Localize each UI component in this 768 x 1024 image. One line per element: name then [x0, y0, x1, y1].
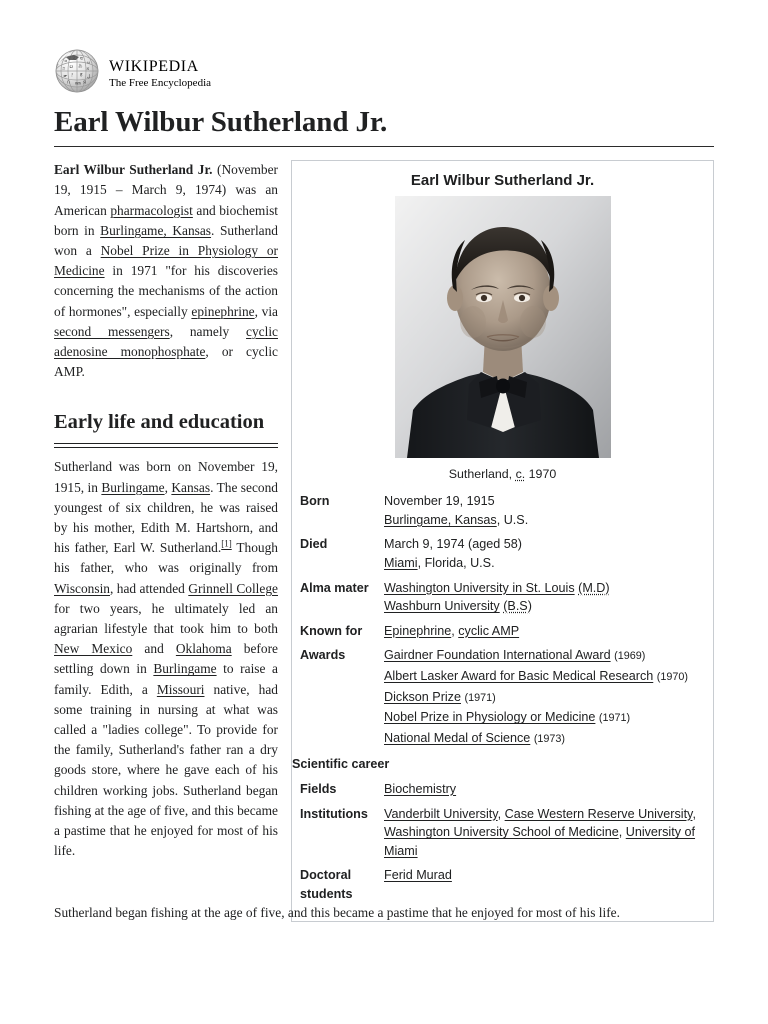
infobox-label-alma-mater: Alma mater	[300, 580, 369, 595]
early-life-paragraph	[54, 457, 278, 861]
known-for-separator: ,	[451, 623, 459, 638]
infobox-row-career-header	[292, 752, 713, 777]
link-case-western[interactable]: Case Western Reserve University	[504, 806, 693, 821]
born-date: November 19, 1915	[384, 494, 495, 509]
link-died-place[interactable]: Miami	[384, 556, 418, 570]
wikipedia-wordmark[interactable]	[109, 50, 212, 90]
link-washburn-university[interactable]: Washburn University	[384, 599, 500, 614]
wikipedia-globe-icon[interactable]	[54, 48, 100, 94]
infobox-label-awards: Awards	[300, 648, 346, 663]
born-place	[384, 511, 705, 530]
alma-mater-1	[384, 579, 705, 598]
wordmark-tagline: The Free Encyclopedia	[109, 77, 212, 90]
caption-year: 1970	[525, 467, 557, 482]
p-text-7: and	[132, 641, 176, 657]
article-bottom-line: Sutherland began fishing at the age of five, and this became a pastime that he enjoyed for most of his life.	[54, 905, 620, 920]
link-award-national-medal[interactable]: National Medal of Science	[384, 730, 531, 745]
p-text-8: before settling down in	[54, 641, 278, 677]
infobox-image-caption	[292, 461, 713, 489]
lead-dates: (November 19, 1915 – March 9, 1974)	[54, 162, 278, 198]
infobox-label-doctoral-students: Doctoral students	[300, 868, 353, 901]
lead-text-5: , via	[254, 303, 279, 319]
link-vanderbilt[interactable]: Vanderbilt University	[384, 806, 498, 821]
infobox-label-fields: Fields	[300, 781, 337, 796]
award-item	[384, 646, 705, 667]
p-text-6: for two years, he ultimately led an agrarian lifestyle that took him to both	[54, 600, 278, 636]
reference-link-1[interactable]: [1]	[221, 538, 232, 549]
wordmark-title: wikipedia	[109, 50, 199, 76]
svg-text:ก: ก	[67, 79, 70, 85]
degree-bs: (B.S)	[503, 599, 532, 614]
title-divider	[54, 146, 714, 147]
svg-text:ת: ת	[62, 66, 66, 71]
svg-text:ह: ह	[80, 72, 83, 77]
died-place-suffix: , Florida, U.S.	[417, 556, 495, 570]
svg-text:Я: Я	[83, 79, 87, 85]
caption-text: Sutherland,	[448, 467, 516, 482]
link-biochemistry[interactable]: Biochemistry	[384, 781, 457, 796]
link-ferid-murad[interactable]: Ferid Murad	[384, 868, 452, 883]
p-text-9: to raise a family. Edith, a	[54, 661, 278, 697]
lead-text-7: , or cyclic AMP.	[54, 344, 278, 380]
infobox-value-institutions: Vanderbilt University, Case Western Reserve University, Washington University School of Medicine, University of Miami	[384, 806, 696, 858]
lead-text-6: , namely	[169, 323, 247, 339]
svg-text:и: и	[64, 58, 67, 63]
infobox-table	[292, 489, 713, 906]
article-body	[54, 160, 714, 901]
link-oklahoma[interactable]: Oklahoma	[175, 641, 232, 657]
link-burlingame-2[interactable]: Burlingame	[153, 661, 217, 677]
p-text-1: Sutherland was born on November 19, 1915, in	[54, 459, 278, 495]
svg-text:य: य	[80, 55, 83, 61]
infobox-value-alma-mater	[384, 576, 713, 619]
award-year-gairdner: (1969)	[614, 650, 646, 663]
infobox-value-awards	[384, 643, 713, 752]
section-heading-early-life: Early life and education	[54, 411, 265, 434]
link-epinephrine[interactable]: epinephrine	[191, 303, 255, 319]
page-title: Earl Wilbur Sutherland Jr.	[54, 106, 388, 138]
infobox-row-known-for	[292, 619, 713, 644]
svg-text:ل: ل	[87, 73, 91, 79]
svg-text:ω: ω	[87, 59, 91, 65]
infobox-row-born	[292, 489, 713, 532]
section-divider	[54, 443, 278, 448]
award-item	[384, 667, 705, 688]
award-item	[384, 688, 705, 709]
lead-text-3: . Sutherland won a	[54, 222, 278, 259]
infobox-value-born	[384, 489, 713, 532]
infobox-label-known-for: Known for	[300, 623, 363, 638]
infobox-value-died	[384, 532, 713, 575]
infobox-row-doctoral-students	[292, 863, 713, 906]
link-wisconsin[interactable]: Wisconsin	[54, 580, 110, 596]
article-page	[54, 46, 714, 920]
link-nobel-prize[interactable]: Nobel Prize in Physiology or Medicine	[54, 243, 278, 279]
born-place-suffix: , U.S.	[496, 512, 529, 527]
infobox	[291, 160, 714, 921]
infobox-row-died	[292, 532, 713, 575]
known-for-line	[384, 622, 705, 641]
link-award-lasker[interactable]: Albert Lasker Award for Basic Medical Research	[384, 668, 654, 683]
link-award-dickson[interactable]: Dickson Prize	[384, 689, 461, 704]
p-text-3: . The second youngest of six children, he was raised by his mother, Edith M. Hartshorn, and his father, Earl W. Sutherland.	[54, 479, 278, 556]
link-new-mexico[interactable]: New Mexico	[54, 641, 133, 657]
link-born-place[interactable]: Burlingame, Kansas	[384, 512, 497, 527]
wikipedia-masthead	[54, 46, 714, 96]
lead-text-4: in 1971 "for his discoveries concerning the mechanisms of the action of hormones", especially	[54, 263, 278, 319]
link-known-epinephrine[interactable]: Epinephrine	[384, 623, 452, 638]
lead-text-1: was an American	[54, 182, 278, 218]
svg-text:ꦏ: ꦏ	[75, 80, 81, 86]
award-year-lasker: (1970)	[656, 670, 688, 683]
award-year-dickson: (1971)	[464, 691, 496, 704]
link-wustl-medicine[interactable]: Washington University School of Medicine	[384, 825, 619, 840]
infobox-image-container	[292, 196, 713, 461]
infobox-row-fields	[292, 777, 713, 802]
link-burlingame-kansas[interactable]: Burlingame, Kansas	[100, 222, 212, 238]
infobox-value-known-for	[384, 619, 713, 644]
svg-text:Ω: Ω	[69, 64, 73, 69]
svg-text:ᚠ: ᚠ	[71, 72, 74, 78]
lead-paragraph	[54, 160, 278, 382]
p-text-2: ,	[164, 479, 172, 495]
award-year-nobel: (1971)	[598, 712, 631, 725]
infobox-label-born: Born	[300, 494, 330, 509]
award-item	[384, 729, 705, 750]
infobox-label-died: Died	[300, 537, 328, 552]
link-university-of-miami[interactable]: University of Miami	[384, 825, 696, 858]
died-date: March 9, 1974 (aged 58)	[384, 537, 522, 552]
link-kansas[interactable]: Kansas	[171, 479, 211, 495]
link-missouri[interactable]: Missouri	[156, 681, 205, 697]
infobox-section-header-scientific-career: Scientific career	[292, 757, 390, 772]
lead-subject: Earl Wilbur Sutherland Jr.	[54, 162, 213, 178]
link-cyclic-amp[interactable]: cyclic adenosine monophosphate	[54, 323, 278, 360]
reference-marker-1[interactable]	[221, 539, 232, 549]
link-pharmacologist[interactable]: pharmacologist	[110, 202, 193, 218]
caption-circa-abbr: c.	[515, 467, 526, 482]
infobox-label-institutions: Institutions	[300, 806, 368, 821]
award-year-national-medal: (1973)	[533, 732, 566, 745]
svg-text:あ: あ	[78, 63, 83, 69]
link-burlingame[interactable]: Burlingame	[101, 479, 165, 495]
died-place	[384, 554, 705, 573]
infobox-value-doctoral-students	[384, 863, 713, 906]
svg-text:א: א	[86, 66, 90, 71]
p-text-10: native, had some training in nursing at what was called a "ladies college". To provide for the family, Sutherland's father ran a dry goods store, where he gave each of his children working jobs. Sutherland began fishing at the age of five, and this became a pastime that he enjoyed for most of his life.	[54, 681, 278, 859]
infobox-row-awards	[292, 643, 713, 752]
portrait-photo[interactable]	[395, 196, 611, 458]
lead-text-2: and biochemist born in	[54, 202, 278, 238]
alma-mater-2	[384, 597, 705, 616]
svg-text:ᓂ: ᓂ	[63, 73, 68, 78]
infobox-title: Earl Wilbur Sutherland Jr.	[410, 172, 595, 190]
infobox-value-fields	[384, 777, 713, 802]
award-item	[384, 708, 705, 729]
link-award-gairdner[interactable]: Gairdner Foundation International Award	[384, 648, 611, 663]
link-grinnell-college[interactable]: Grinnell College	[188, 580, 278, 596]
degree-md: (M.D)	[578, 580, 610, 595]
link-known-cyclic-amp[interactable]: cyclic AMP	[458, 623, 520, 638]
p-text-4: Though his father, who was originally from	[54, 540, 278, 576]
infobox-row-institutions	[292, 802, 713, 864]
link-washington-university[interactable]: Washington University in St. Louis	[384, 580, 575, 595]
link-second-messengers[interactable]: second messengers	[54, 323, 170, 339]
p-text-5: , had attended	[110, 580, 189, 596]
infobox-row-alma-mater	[292, 576, 713, 619]
article-text-column	[54, 160, 278, 861]
link-award-nobel[interactable]: Nobel Prize in Physiology or Medicine	[384, 710, 596, 725]
